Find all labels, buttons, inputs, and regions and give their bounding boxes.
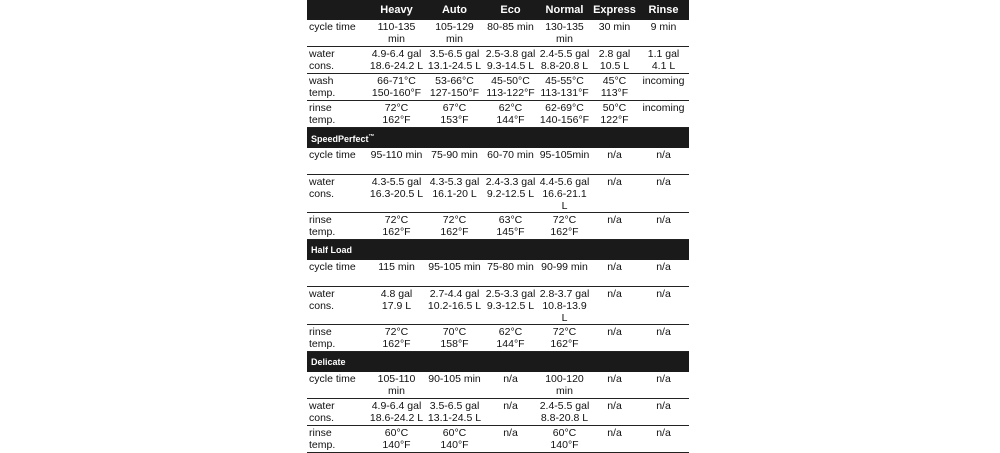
table-cell: [483, 399, 538, 426]
cell-text: 90-105 min: [428, 373, 481, 385]
cell-text: 8.8-20.8 L: [540, 60, 589, 72]
table-cell: [483, 47, 538, 74]
table-cell: [483, 74, 538, 101]
table-row: [307, 148, 689, 175]
cell-text: n/a: [503, 400, 518, 412]
cell-text: 4.3-5.3 gal: [429, 176, 480, 188]
cell-text: 162°F: [382, 226, 411, 238]
cell-text: n/a: [656, 261, 671, 273]
cell-text: temp.: [309, 87, 336, 99]
table-cell: [483, 260, 538, 287]
table-cell: [638, 426, 689, 453]
table-cell: [638, 325, 689, 352]
row-label: [307, 47, 367, 74]
table-cell: [483, 101, 538, 128]
cell-text: 45°C: [602, 75, 627, 87]
table-row: [307, 325, 689, 352]
table-cell: [426, 47, 483, 74]
cell-text: cons.: [309, 300, 335, 312]
table-cell: [638, 101, 689, 128]
cell-text: 16.1-20 L: [432, 188, 477, 200]
cell-text: 140°F: [382, 439, 411, 451]
table-cell: [591, 399, 638, 426]
cell-text: 2.5-3.8 gal: [485, 48, 536, 60]
cell-text: 2.8 gal: [598, 48, 631, 60]
cell-text: 4.9-6.4 gal: [371, 48, 422, 60]
cell-text: water: [309, 48, 335, 60]
table-cell: [426, 287, 483, 325]
cell-text: 100-120: [545, 373, 584, 385]
table-row: [307, 213, 689, 240]
cell-text: 80-85 min: [487, 21, 534, 33]
cell-text: n/a: [607, 176, 622, 188]
cell-text: 60°C: [552, 427, 577, 439]
cell-text: n/a: [607, 427, 622, 439]
cell-text: 2.8-3.7 gal: [539, 288, 590, 300]
table-cell: [638, 74, 689, 101]
table-cell: [638, 399, 689, 426]
section-header-row: [307, 352, 689, 373]
cell-text: n/a: [656, 400, 671, 412]
cell-text: 153°F: [440, 114, 469, 126]
cell-text: 45-50°C: [491, 75, 530, 87]
table-cell: [426, 148, 483, 175]
cell-text: 113-122°F: [486, 87, 535, 99]
table-cell: [367, 20, 426, 47]
table-cell: [591, 74, 638, 101]
cell-text: 158°F: [440, 338, 469, 350]
cell-text: 72°C: [552, 326, 577, 338]
table-cell: [638, 175, 689, 213]
table-row: [307, 287, 689, 325]
cell-text: 9.2-12.5 L: [486, 188, 535, 200]
table-cell: [426, 325, 483, 352]
cell-text: 62-69°C: [545, 102, 584, 114]
table-cell: [367, 47, 426, 74]
table-cell: [591, 426, 638, 453]
cell-text: 95-105min: [539, 149, 590, 161]
cell-text: rinse: [309, 102, 332, 114]
table-cell: [426, 399, 483, 426]
cell-text: temp.: [309, 114, 336, 126]
trademark-mark: ™: [368, 134, 375, 140]
table-cell: [426, 20, 483, 47]
table-cell: [538, 426, 591, 453]
section-title-text: Half Load: [311, 245, 353, 255]
cell-text: 72°C: [552, 214, 577, 226]
table-row: [307, 426, 689, 453]
cell-text: 8.8-20.8 L: [540, 412, 589, 424]
cell-text: n/a: [656, 326, 671, 338]
row-label: [307, 74, 367, 101]
table-cell: [367, 148, 426, 175]
cell-text: 16.3-20.5 L: [369, 188, 424, 200]
cell-text: water: [309, 176, 335, 188]
table-row: [307, 175, 689, 213]
cell-text: min: [388, 33, 405, 45]
table-cell: [426, 426, 483, 453]
row-label: [307, 372, 367, 399]
table-cell: [426, 74, 483, 101]
table-cell: [483, 20, 538, 47]
row-label: [307, 325, 367, 352]
table-cell: [591, 101, 638, 128]
table-row: [307, 20, 689, 47]
cell-text: 9.3-14.5 L: [486, 60, 535, 72]
cell-text: 110-135: [377, 21, 416, 33]
cell-text: 50°C: [602, 102, 627, 114]
cell-text: n/a: [607, 288, 622, 300]
cell-text: n/a: [607, 214, 622, 226]
cell-text: rinse: [309, 214, 332, 226]
cell-text: 9.3-12.5 L: [486, 300, 535, 312]
cell-text: 105-129: [435, 21, 474, 33]
table-cell: [538, 101, 591, 128]
table-cell: [538, 213, 591, 240]
row-label: [307, 175, 367, 213]
cell-text: 162°F: [550, 338, 579, 350]
cell-text: 144°F: [496, 338, 525, 350]
table-cell: [483, 372, 538, 399]
cell-text: 10.8-13.9 L: [542, 300, 587, 324]
table-cell: [367, 426, 426, 453]
cell-text: temp.: [309, 439, 336, 451]
cell-text: wash: [309, 75, 334, 87]
cell-text: 9 min: [650, 21, 677, 33]
cell-text: 4.8 gal: [380, 288, 413, 300]
table-cell: [483, 325, 538, 352]
table-row: [307, 372, 689, 399]
cell-text: 75-80 min: [487, 261, 534, 273]
cell-text: 130-135: [545, 21, 584, 33]
cell-text: incoming: [642, 75, 685, 87]
cell-text: 162°F: [440, 226, 469, 238]
cell-text: cons.: [309, 412, 335, 424]
cell-text: 2.4-5.5 gal: [539, 48, 590, 60]
cell-text: water: [309, 288, 335, 300]
cell-text: 90-99 min: [541, 261, 588, 273]
cell-text: temp.: [309, 338, 336, 350]
table-cell: [538, 399, 591, 426]
table-cell: [367, 372, 426, 399]
table-cell: [538, 325, 591, 352]
table-cell: [591, 287, 638, 325]
row-label: [307, 287, 367, 325]
cell-text: 113°F: [600, 87, 629, 99]
cell-text: n/a: [656, 427, 671, 439]
cell-text: 140°F: [550, 439, 579, 451]
cell-text: temp.: [309, 226, 336, 238]
cell-text: water: [309, 400, 335, 412]
table-cell: [367, 399, 426, 426]
cell-text: 113-131°F: [540, 87, 589, 99]
cell-text: 17.9 L: [381, 300, 412, 312]
cell-text: n/a: [503, 427, 518, 439]
cell-text: 145°F: [496, 226, 525, 238]
table-cell: [367, 101, 426, 128]
table-cell: [483, 213, 538, 240]
table-cell: [426, 372, 483, 399]
header-cell-corner: [307, 0, 367, 20]
cell-text: n/a: [607, 149, 622, 161]
cell-text: 144°F: [496, 114, 525, 126]
header-row: [307, 0, 689, 20]
cell-text: n/a: [607, 261, 622, 273]
table-cell: [538, 20, 591, 47]
cell-text: 66-71°C: [377, 75, 416, 87]
cell-text: 45-55°C: [545, 75, 584, 87]
cell-text: 13.1-24.5 L: [427, 60, 482, 72]
cell-text: 127-150°F: [429, 87, 480, 99]
cell-text: cycle time: [309, 373, 356, 385]
cell-text: 105-110: [377, 373, 416, 385]
cell-text: 150-160°F: [371, 87, 422, 99]
cell-text: 18.6-24.2 L: [369, 412, 424, 424]
cell-text: 2.7-4.4 gal: [429, 288, 480, 300]
cell-text: 2.4-5.5 gal: [539, 400, 590, 412]
table-cell: [591, 325, 638, 352]
cell-text: n/a: [656, 214, 671, 226]
cell-text: cycle time: [309, 149, 356, 161]
cell-text: cycle time: [309, 21, 356, 33]
table-cell: [483, 287, 538, 325]
cell-text: min: [556, 385, 573, 397]
cell-text: 162°F: [382, 114, 411, 126]
table-cell: [367, 260, 426, 287]
table-cell: [483, 148, 538, 175]
table-cell: [638, 20, 689, 47]
cell-text: n/a: [607, 400, 622, 412]
cell-text: 72°C: [442, 214, 467, 226]
cell-text: 10.5 L: [599, 60, 630, 72]
cell-text: 18.6-24.2 L: [369, 60, 424, 72]
cell-text: 95-105 min: [428, 261, 481, 273]
table-cell: [426, 213, 483, 240]
table-row: [307, 74, 689, 101]
cell-text: 16.6-21.1 L: [542, 188, 587, 212]
cell-text: 2.4-3.3 gal: [485, 176, 536, 188]
cell-text: cycle time: [309, 261, 356, 273]
table-cell: [591, 47, 638, 74]
cell-text: 53-66°C: [435, 75, 474, 87]
table-cell: [638, 213, 689, 240]
table-cell: [367, 325, 426, 352]
cell-text: 30 min: [598, 21, 631, 33]
cell-text: 72°C: [384, 102, 409, 114]
cell-text: 1.1 gal: [647, 48, 680, 60]
table-cell: [538, 47, 591, 74]
cell-text: 70°C: [442, 326, 467, 338]
table-cell: [591, 260, 638, 287]
row-label: [307, 148, 367, 175]
table-cell: [538, 260, 591, 287]
row-label: [307, 101, 367, 128]
cell-text: 4.3-5.5 gal: [371, 176, 422, 188]
header-cell-express: Express: [591, 0, 638, 20]
header-cell-normal: Normal: [538, 0, 591, 20]
cell-text: 63°C: [498, 214, 523, 226]
table-cell: [426, 175, 483, 213]
cell-text: min: [388, 385, 405, 397]
cell-text: 162°F: [382, 338, 411, 350]
row-label: [307, 213, 367, 240]
table-cell: [638, 260, 689, 287]
cell-text: n/a: [656, 288, 671, 300]
cell-text: cons.: [309, 188, 335, 200]
section-title: [307, 352, 689, 373]
cell-text: 95-110 min: [370, 149, 423, 161]
table-cell: [538, 175, 591, 213]
cell-text: 10.2-16.5 L: [427, 300, 482, 312]
table-cell: [538, 287, 591, 325]
cell-text: n/a: [656, 149, 671, 161]
cell-text: min: [446, 33, 463, 45]
cell-text: 122°F: [600, 114, 629, 126]
cycle-data-table: [307, 0, 689, 453]
table-cell: [591, 175, 638, 213]
cell-text: 72°C: [384, 326, 409, 338]
section-header-row: [307, 128, 689, 149]
table-cell: [538, 74, 591, 101]
table-cell: [367, 175, 426, 213]
table-cell: [638, 287, 689, 325]
cell-text: 3.5-6.5 gal: [429, 48, 480, 60]
row-label: [307, 260, 367, 287]
table-row: [307, 260, 689, 287]
table-cell: [591, 372, 638, 399]
cell-text: 60°C: [442, 427, 467, 439]
table-cell: [367, 287, 426, 325]
table-cell: [367, 74, 426, 101]
cell-text: 60-70 min: [487, 149, 534, 161]
table-cell: [638, 47, 689, 74]
cell-text: 4.1 L: [651, 60, 676, 72]
header-cell-eco: Eco: [483, 0, 538, 20]
table-cell: [638, 148, 689, 175]
table-cell: [483, 426, 538, 453]
row-label: [307, 399, 367, 426]
cell-text: n/a: [656, 373, 671, 385]
table-cell: [426, 101, 483, 128]
table-row: [307, 101, 689, 128]
cell-text: n/a: [503, 373, 518, 385]
cell-text: cons.: [309, 60, 335, 72]
cell-text: n/a: [607, 326, 622, 338]
section-header-row: [307, 240, 689, 261]
row-label: [307, 20, 367, 47]
table-body: [307, 20, 689, 453]
cell-text: min: [556, 33, 573, 45]
cell-text: 13.1-24.5 L: [427, 412, 482, 424]
cell-text: 2.5-3.3 gal: [485, 288, 536, 300]
section-title: [307, 128, 689, 149]
header-cell-heavy: Heavy: [367, 0, 426, 20]
table-cell: [426, 260, 483, 287]
cell-text: 115 min: [378, 261, 415, 273]
cell-text: 140-156°F: [539, 114, 590, 126]
cell-text: 3.5-6.5 gal: [429, 400, 480, 412]
cell-text: 162°F: [550, 226, 579, 238]
cell-text: n/a: [656, 176, 671, 188]
cell-text: 140°F: [440, 439, 469, 451]
table-cell: [591, 213, 638, 240]
table-cell: [483, 175, 538, 213]
table-cell: [538, 372, 591, 399]
table-cell: [367, 213, 426, 240]
cell-text: 75-90 min: [431, 149, 478, 161]
section-title-text: SpeedPerfect: [311, 134, 369, 144]
table-cell: [591, 20, 638, 47]
cell-text: 62°C: [498, 326, 523, 338]
table-row: [307, 47, 689, 74]
cell-text: 72°C: [384, 214, 409, 226]
cell-text: rinse: [309, 427, 332, 439]
cell-text: 67°C: [442, 102, 467, 114]
table-cell: [591, 148, 638, 175]
cell-text: rinse: [309, 326, 332, 338]
header-cell-auto: Auto: [426, 0, 483, 20]
table-cell: [638, 372, 689, 399]
table-cell: [538, 148, 591, 175]
cell-text: n/a: [607, 373, 622, 385]
header-cell-rinse: Rinse: [638, 0, 689, 20]
cell-text: 4.4-5.6 gal: [539, 176, 590, 188]
section-title-text: Delicate: [311, 357, 346, 367]
table-row: [307, 399, 689, 426]
cell-text: 4.9-6.4 gal: [371, 400, 422, 412]
row-label: [307, 426, 367, 453]
cell-text: incoming: [642, 102, 685, 114]
section-title: [307, 240, 689, 261]
cell-text: 60°C: [384, 427, 409, 439]
cell-text: 62°C: [498, 102, 523, 114]
